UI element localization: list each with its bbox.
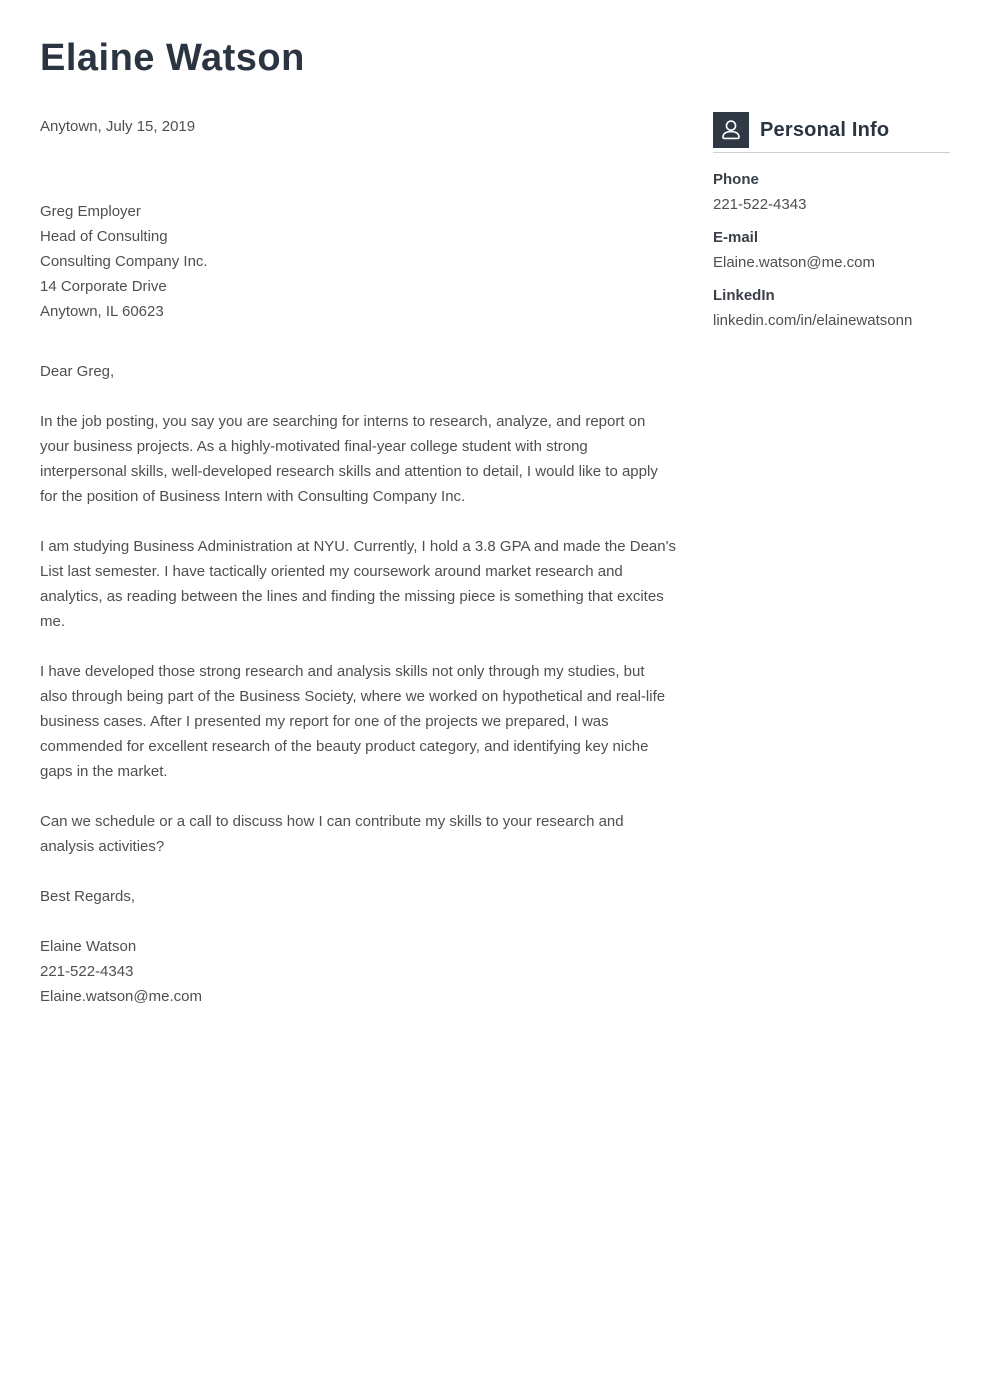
recipient-title: Head of Consulting [40,228,168,245]
phone-value: 221-522-4343 [713,196,807,213]
signature-block [40,934,676,1009]
signature-phone: 221-522-4343 [40,963,134,980]
closing-line: Best Regards, [40,888,136,905]
letter-body-column [40,0,676,1009]
page-title: Elaine Watson [40,37,305,79]
contact-list [713,167,950,333]
personal-info-header [713,112,950,148]
salutation: Dear Greg, [40,363,115,380]
recipient-block [40,199,676,324]
sidebar-divider [713,152,950,153]
signature-name: Elaine Watson [40,938,137,955]
paragraph-1: In the job posting, you say you are searching for interns to research, analyze, and report on your business projects. As a highly-motivated final-year college student with strong interpersonal skills, well-developed research skills and attention to detail, I would like to apply for the position of Business Intern with Consulting Company Inc. [40,413,658,505]
contact-item-email [713,225,950,275]
sidebar-title: Personal Info [760,118,890,141]
phone-label: Phone [713,171,759,188]
person-icon [713,112,749,148]
linkedin-label: LinkedIn [713,287,775,304]
recipient-name: Greg Employer [40,203,141,220]
recipient-city: Anytown, IL 60623 [40,303,164,320]
paragraph-2: I am studying Business Administration at NYU. Currently, I hold a 3.8 GPA and made the Dean's List last semester. I have tactically oriented my coursework around market research and analytics, as reading between the lines and finding the missing piece is something that excites me. [40,538,676,630]
paragraph-3: I have developed those strong research and analysis skills not only through my studies, but also through being part of the Business Society, where we worked on hypothetical and real-life business cases. After I presented my report for one of the projects we prepared, I was commended for excellent research of the beauty product category, and identifying key niche gaps in the market. [40,663,666,780]
linkedin-value: linkedin.com/in/elainewatsonn [713,312,913,329]
date-line: Anytown, July 15, 2019 [40,118,196,135]
email-value: Elaine.watson@me.com [713,254,875,271]
recipient-street: 14 Corporate Drive [40,278,167,295]
personal-info-sidebar [713,112,950,341]
email-label: E-mail [713,229,759,246]
contact-item-phone [713,167,950,217]
signature-email: Elaine.watson@me.com [40,988,202,1005]
paragraph-4: Can we schedule or a call to discuss how I can contribute my skills to your research and analysis activities? [40,813,624,855]
recipient-company: Consulting Company Inc. [40,253,208,270]
contact-item-linkedin [713,283,950,333]
